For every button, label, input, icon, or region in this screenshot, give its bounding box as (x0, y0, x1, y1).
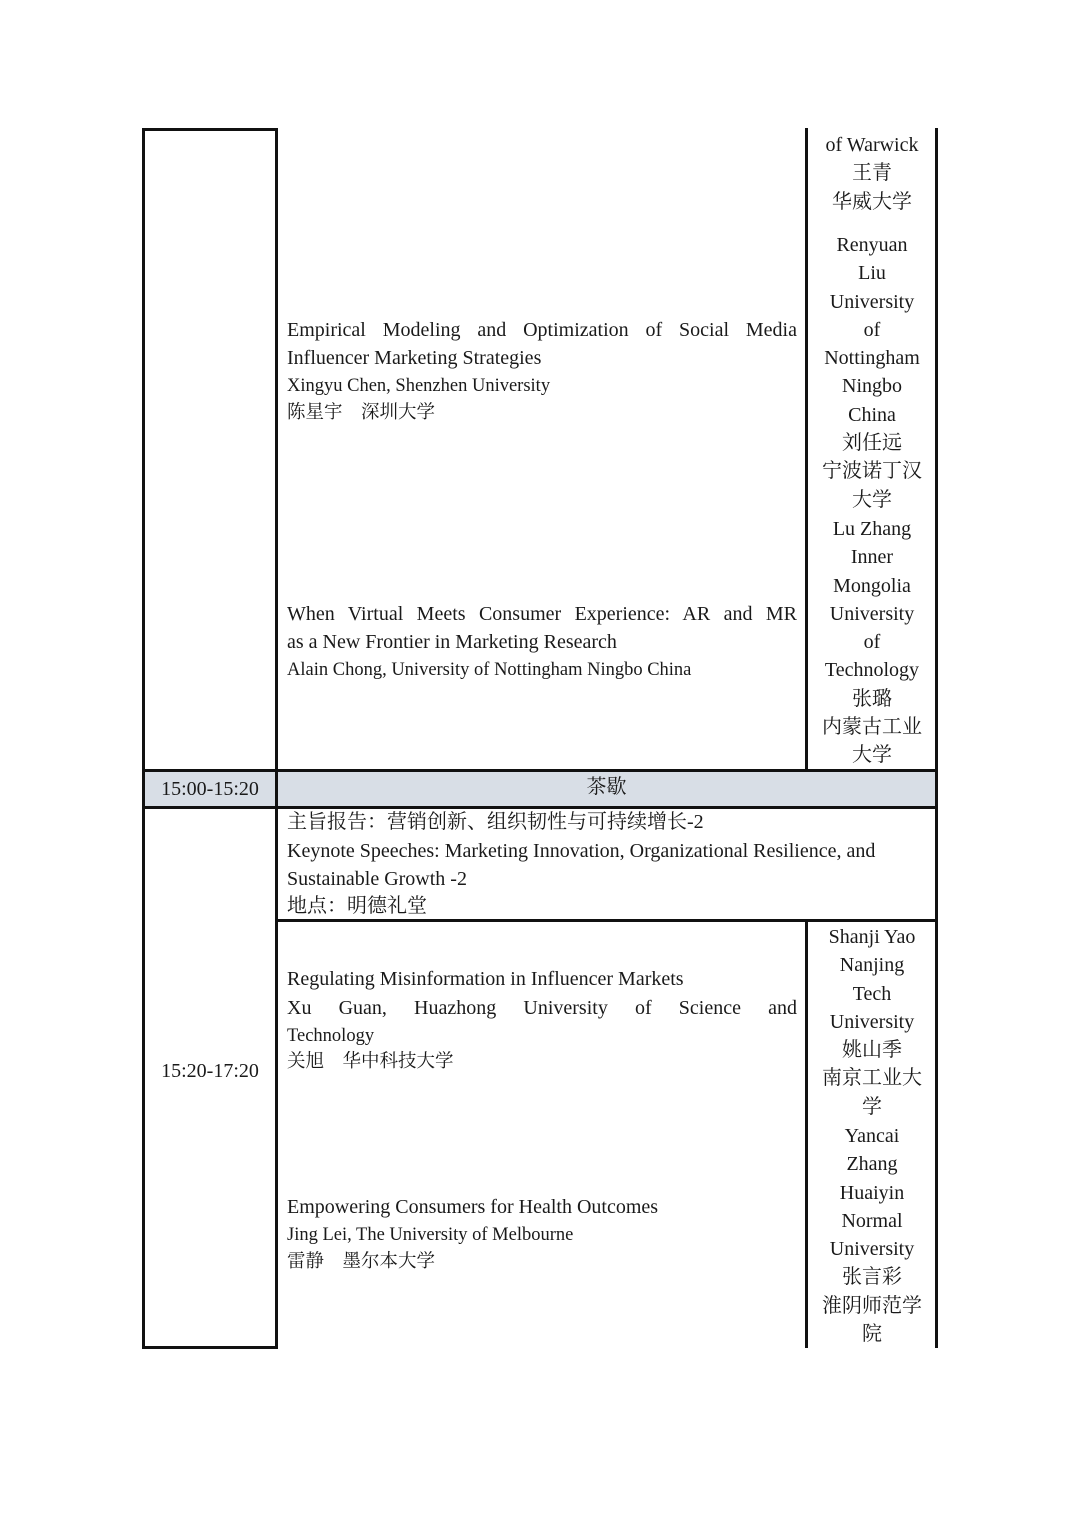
moderator-line: University (829, 1238, 915, 1261)
moderator-cell (808, 923, 936, 1121)
moderator-line: Nottingham (824, 347, 920, 370)
moderator-line: Inner (850, 546, 894, 569)
moderator-line: 学 (862, 1095, 882, 1118)
moderator-line: 刘任远 (842, 432, 902, 455)
time-column-divider (275, 128, 278, 1349)
moderator-line: 淮阴师范学 (822, 1294, 922, 1317)
moderator-line: Renyuan (836, 234, 908, 256)
moderator-line: Yancai (844, 1125, 900, 1147)
moderator-line: Zhang (846, 1153, 898, 1176)
moderator-line: Lu Zhang (832, 518, 912, 540)
moderator-line: Nanjing (839, 954, 905, 977)
talk-speaker-line: Xu Guan, Huazhong University of Science and (287, 997, 797, 1019)
break-label: 茶歇 (586, 776, 627, 798)
talk-title-line: When Virtual Meets Consumer Experience: AR and MR (287, 603, 797, 625)
talk-speaker-cn: 雷静 墨尔本大学 (287, 1252, 436, 1272)
talk-speaker-cn: 关旭 华中科技大学 (287, 1052, 454, 1072)
moderator-line: 大学 (852, 744, 892, 767)
moderator-line: 华威大学 (832, 190, 912, 213)
talk-title-line: as a New Frontier in Marketing Research (287, 631, 617, 653)
session-title-cn: 主旨报告：营销创新、组织韧性与可持续增长-2 (287, 811, 704, 833)
moderator-line: 院 (862, 1323, 882, 1346)
moderator-line: 姚山季 (842, 1039, 902, 1062)
talk-speaker-cn: 陈星宇 深圳大学 (287, 403, 436, 423)
moderator-cell (808, 231, 936, 514)
talk-title-line: Empirical Modeling and Optimization of Social Media (287, 319, 797, 341)
moderator-line: Tech (852, 982, 892, 1005)
moderator-line: 张言彩 (842, 1266, 902, 1289)
talk-title-line: Empowering Consumers for Health Outcomes (287, 1196, 659, 1218)
break-time: 15:00-15:20 (161, 778, 259, 800)
table-border-bottom (142, 1346, 278, 1349)
session-title-en-line: Keynote Speeches: Marketing Innovation, Organizational Resilience, and (287, 840, 876, 862)
moderator-line: 大学 (852, 488, 892, 511)
moderator-cell (808, 515, 936, 770)
talk-speaker-line: Technology (287, 1026, 375, 1046)
talk-speaker: Jing Lei, The University of Melbourne (287, 1225, 574, 1245)
talk-speaker: Xingyu Chen, Shenzhen University (287, 376, 551, 396)
moderator-line: 南京工业大 (822, 1067, 922, 1090)
moderator-line: 王青 (852, 162, 892, 185)
moderator-line: Normal (841, 1209, 903, 1232)
talk-speaker: Alain Chong, University of Nottingham Ningbo China (287, 660, 692, 680)
moderator-line: University (829, 290, 915, 313)
moderator-line: China (848, 403, 896, 426)
moderator-line: Shanji Yao (828, 926, 916, 948)
moderator-line: Mongolia (833, 574, 911, 597)
table-border-right-break (935, 769, 938, 809)
moderator-line: Technology (824, 659, 920, 682)
session-title-en-line: Sustainable Growth -2 (287, 868, 467, 890)
session-time: 15:20-17:20 (161, 1060, 259, 1082)
moderator-line: 宁波诺丁汉 (822, 460, 922, 483)
table-border-right-session (935, 806, 938, 922)
moderator-line: of Warwick (825, 134, 919, 156)
talk-title-line: Regulating Misinformation in Influencer Markets (287, 968, 684, 990)
moderator-line: of (863, 631, 881, 654)
moderator-cell (808, 131, 936, 216)
table-border-top (142, 128, 278, 131)
talk-title-line: Influencer Marketing Strategies (287, 347, 542, 369)
moderator-line: 内蒙古工业 (822, 716, 922, 739)
moderator-cell (808, 1122, 936, 1348)
moderator-line: University (829, 1010, 915, 1033)
moderator-line: of (863, 318, 881, 341)
moderator-line: 张璐 (852, 687, 892, 710)
session-venue: 地点：明德礼堂 (287, 895, 427, 917)
table-border-left (142, 128, 145, 1349)
moderator-line: University (829, 602, 915, 625)
moderator-line: Huaiyin (839, 1181, 905, 1204)
moderator-line: Ningbo (842, 375, 902, 398)
moderator-line: Liu (858, 262, 886, 285)
